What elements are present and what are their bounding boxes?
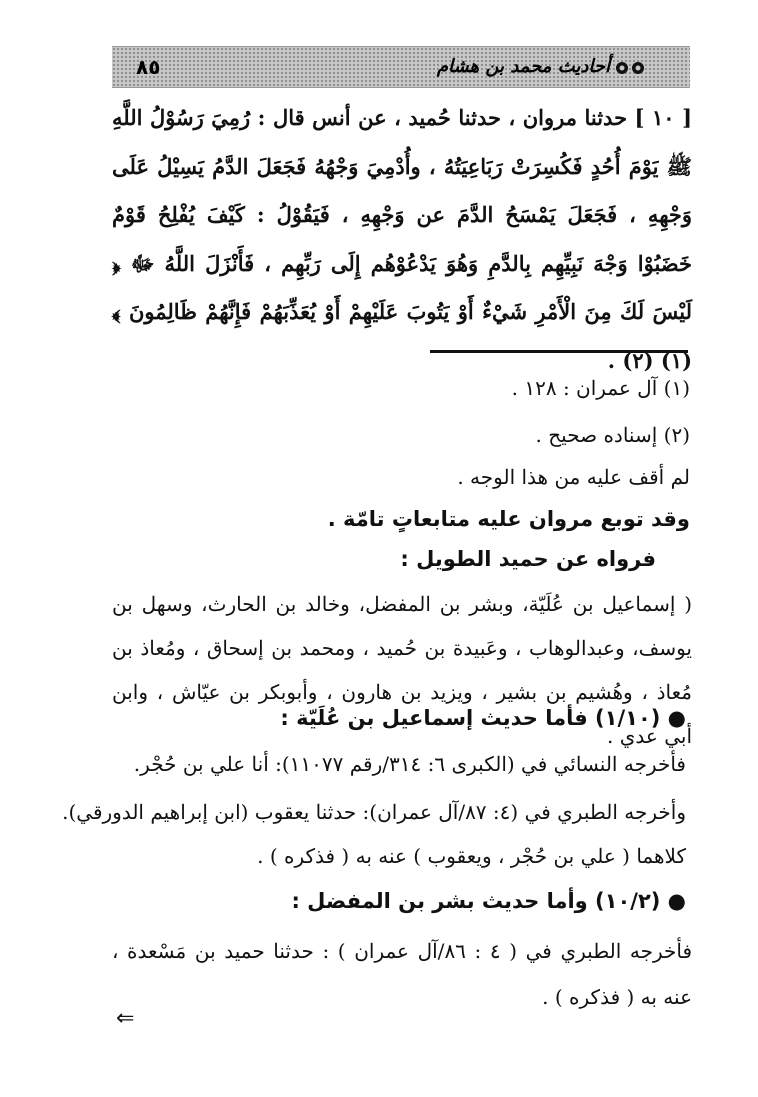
footnote-divider xyxy=(430,350,688,353)
section-bishr-heading: ● (١٠/٢) وأما حديث بشر بن المفضل : xyxy=(291,889,686,913)
page-number: ٨٥ xyxy=(136,55,161,79)
page-header xyxy=(112,46,690,88)
section-bishr-text: فأخرجه الطبري في ( ٤ : ٨٦/آل عمران ) : حدثنا حميد بن مَسْعدة ، عنه به ( فذكره ) . xyxy=(112,939,692,1009)
footnote-2: (٢) إسناده صحيح . xyxy=(535,423,690,447)
section-ismail-heading: ● (١/١٠) فأما حديث إسماعيل بن عُلَيّة : xyxy=(280,706,686,730)
section-ismail-line: فأخرجه النسائي في (الكبرى ٦: ٣١٤/رقم ١١٠٧٧): أنا علي بن حُجْر. xyxy=(133,752,686,776)
footnote-note: لم أقف عليه من هذا الوجه . xyxy=(457,465,690,489)
header-ornament-icon xyxy=(614,61,648,75)
mutaba-heading: وقد توبع مروان عليه متابعاتٍ تامّة . xyxy=(327,507,690,531)
section-ismail-line: وأخرجه الطبري في (٤: ٨٧/آل عمران): حدثنا يعقوب (ابن إبراهيم الدورقي). xyxy=(62,800,686,824)
next-page-arrow-icon: ⇐ xyxy=(116,1006,135,1031)
hadith-text: [ ١٠ ] حدثنا مروان ، حدثنا حُميد ، عن أنس قال : رُمِيَ رَسُوْلُ اللَّهِ ﷺ يَوْمَ أُحُدٍ فَكُسِرَتْ رَبَاعِيَتُهُ ، وأُدْمِيَ وَجْهُهُ فَجَعَلَ الدَّمُ يَسِيْلُ عَلَى وَجْهِهِ ، فَجَعَلَ يَمْسَحُ الدَّمَ عن وَجْهِهِ ، فَيَقُوْلُ : كَيْفَ يُفْلِحُ قَوْمٌ خَضَبُوْا وَجْهَ نَبِيِّهِم بِالدَّمِ وَهُوَ يَدْعُوْهُم إِلَى رَبِّهِم ، فَأَنْزَلَ اللَّهُ ﷻ ﴿ لَيْسَ لَكَ مِنَ الْأَمْرِ شَيْءٌ أَوْ يَتُوبَ عَلَيْهِمْ أَوْ يُعَذِّبَهُمْ فَإِنَّهُمْ ظَالِمُونَ ﴾ (١) (٢) . xyxy=(112,105,693,373)
section-ismail-line: كلاهما ( علي بن حُجْر ، ويعقوب ) عنه به ( فذكره ) . xyxy=(257,844,686,868)
running-title: أحاديث محمد بن هشام xyxy=(436,56,610,77)
footnote-1: (١) آل عمران : ١٢٨ . xyxy=(511,376,690,400)
narrators-heading: فرواه عن حميد الطويل : xyxy=(400,547,656,571)
narrators-list: ( إسماعيل بن عُلَيّة، وبشر بن المفضل، وخالد بن الحارث، وسهل بن يوسف، وعبدالوهاب ، وعَبيدة بن حُميد ، ومحمد بن إسحاق ، ومُعاذ بن مُعاذ ، وهُشيم بن بشير ، ويزيد بن هارون ، وأبوبكر بن عيّاش ، وابن أبي عدي . xyxy=(112,592,692,748)
